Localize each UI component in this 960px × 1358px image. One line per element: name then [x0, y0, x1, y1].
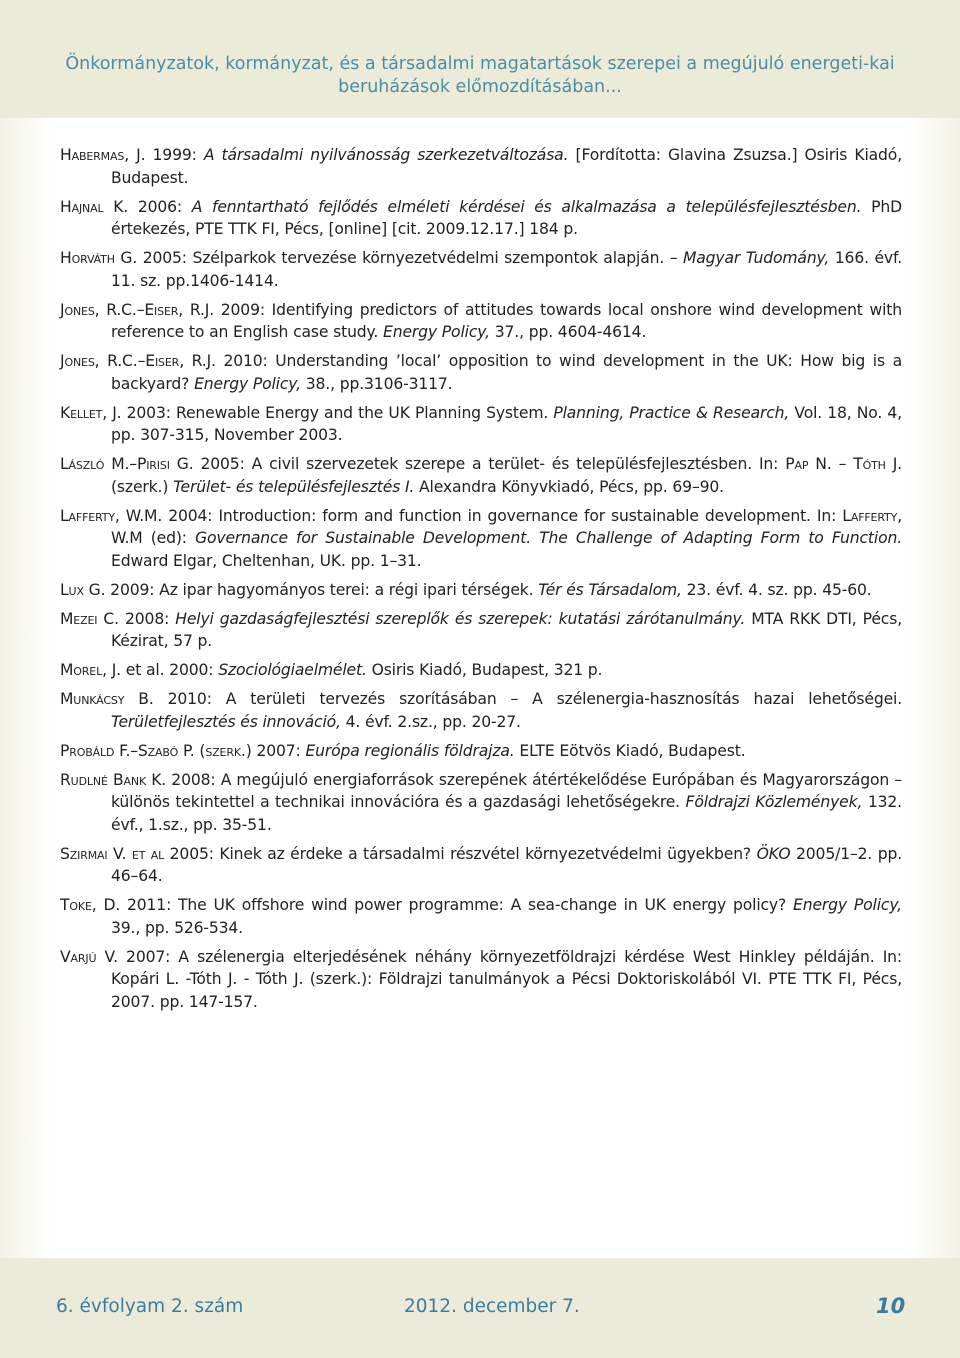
- right-margin-band: [908, 118, 960, 1258]
- reference-title: Európa regionális földrajza.: [305, 741, 515, 760]
- reference-text: V. 2007: A szélenergia elterjedésének néhány környezetföldrajzi kérdése West Hinkley példáján. In: Kopári L. -Tóth J. - Tóth J. (szerk.): Földrajzi tanulmányok a Pécsi Doktoriskolából VI. PTE TTK FI, Pécs, 2007. pp. 147-157.: [96, 947, 902, 1011]
- reference-title: Terület- és településfejlesztés I.: [173, 477, 415, 496]
- left-margin-band: [0, 118, 52, 1258]
- reference-entry: [60, 843, 902, 888]
- reference-text: K. 2008: A megújuló energiaforrások szerepének átértékelődése Európában és Magyarországon – különös tekintettel a technikai innovációra és a gazdasági lehetőségekre.: [111, 770, 902, 811]
- reference-text: 23. évf. 4. sz. pp. 45-60.: [681, 580, 872, 599]
- reference-title: Tér és Társadalom,: [538, 580, 682, 599]
- reference-text: B. 2010: A területi tervezés szorításában – A szélenergia-hasznosítás hazai lehetőségei.: [124, 690, 902, 708]
- reference-entry: [60, 402, 902, 447]
- reference-title: Földrajzi Közlemények,: [685, 793, 863, 811]
- reference-author: Tóth: [853, 455, 886, 473]
- reference-author: Pirisi: [136, 455, 170, 473]
- reference-text: , J. et al. 2000:: [102, 661, 219, 679]
- reference-author: Szirmai: [60, 844, 108, 863]
- reference-text: 39., pp. 526-534.: [111, 918, 243, 937]
- running-header-title: Önkormányzatok, kormányzat, és a társadalmi magatartások szerepei a megújuló energeti-kai beruházások előmozdításában...: [65, 54, 895, 97]
- reference-title: A társadalmi nyilvánosság szerkezetváltozása.: [203, 146, 569, 164]
- reference-author: Eiser: [144, 300, 179, 319]
- reference-author: Morel: [60, 661, 103, 679]
- footer-issue: 6. évfolyam 2. szám: [56, 1296, 244, 1317]
- reference-author: Hajnal: [60, 197, 104, 216]
- reference-text: 132. évf., 1.sz., pp. 35-51.: [111, 793, 902, 834]
- reference-text: G. 2009: Az ipar hagyományos terei: a régi ipari térségek.: [83, 580, 539, 599]
- reference-author: Rudlné Bank: [60, 770, 147, 789]
- reference-author: Lafferty: [60, 506, 115, 525]
- reference-text: , R.J. 2009: Identifying predictors of attitudes towards local onshore wind development with reference to an English case study.: [111, 300, 902, 341]
- reference-text: Alexandra Könyvkiadó, Pécs, pp. 69–90.: [414, 477, 724, 496]
- reference-text: Osiris Kiadó, Budapest, 321 p.: [366, 661, 603, 679]
- reference-text: [Fordította: Glavina Zsuzsa.] Osiris Kiadó, Budapest.: [111, 146, 902, 187]
- reference-author: Munkácsy: [60, 690, 125, 708]
- reference-title: Planning, Practice & Research,: [553, 403, 790, 422]
- reference-title: Energy Policy,: [194, 374, 301, 393]
- reference-entry: [60, 350, 902, 395]
- reference-entry: [60, 299, 902, 344]
- reference-text: 2005: Kinek az érdeke a társadalmi részvétel környezetvédelmi ügyekben?: [164, 844, 757, 863]
- reference-title: ÖKO: [756, 844, 791, 863]
- reference-text: MTA RKK DTI, Pécs, Kézirat, 57 p.: [111, 609, 903, 650]
- reference-entry: [60, 453, 902, 498]
- reference-author: et al: [131, 844, 165, 863]
- reference-text: C. 2008:: [97, 609, 176, 628]
- page-number: 10: [876, 1294, 906, 1318]
- reference-text: , J. 2003: Renewable Energy and the UK Planning System.: [102, 403, 554, 422]
- reference-text: K. 2006:: [103, 197, 192, 216]
- reference-author: Toke: [60, 896, 92, 914]
- reference-text: , R.C.–: [94, 352, 146, 370]
- reference-entry: [60, 740, 902, 763]
- reference-author: Pap: [785, 455, 809, 473]
- reference-text: J. (szerk.): [111, 455, 902, 496]
- reference-author: Mezei: [60, 609, 98, 628]
- reference-text: Edward Elgar, Cheltenhan, UK. pp. 1–31.: [111, 551, 422, 570]
- reference-text: , W.M (ed):: [111, 506, 902, 547]
- reference-text: , W.M. 2004: Introduction: form and function in governance for sustainable development. In:: [114, 506, 843, 525]
- reference-entry: [60, 579, 902, 602]
- reference-text: , R.J. 2010: Understanding ’local’ opposition to wind development in the UK: How big is a backyard?: [111, 352, 902, 393]
- reference-title: Helyi gazdaságfejlesztési szereplők és szerepek: kutatási zárótanulmány.: [175, 609, 746, 628]
- reference-title: Energy Policy,: [793, 896, 902, 914]
- reference-author: Varjú: [60, 947, 97, 966]
- reference-entry: [60, 505, 902, 573]
- reference-entry: [60, 659, 902, 682]
- reference-text: Vol. 18, No. 4, pp. 307-315, November 2003.: [111, 403, 902, 444]
- reference-text: , J. 1999:: [124, 146, 204, 164]
- footer-date: 2012. december 7.: [404, 1296, 580, 1317]
- reference-author: Lux: [60, 580, 84, 599]
- reference-text: ELTE Eötvös Kiadó, Budapest.: [514, 741, 746, 760]
- reference-entry: [60, 247, 902, 292]
- reference-text: ) 2007:: [245, 741, 306, 760]
- reference-text: F.–: [114, 741, 138, 760]
- reference-author: szerk.: [205, 741, 246, 760]
- reference-author: Probáld: [60, 741, 115, 760]
- reference-text: P. (: [178, 741, 206, 760]
- reference-entry: [60, 608, 902, 653]
- reference-author: Habermas: [60, 146, 125, 164]
- reference-author: László: [60, 455, 105, 473]
- reference-entry: [60, 144, 902, 189]
- reference-text: , D. 2011: The UK offshore wind power programme: A sea-change in UK energy policy?: [91, 896, 794, 914]
- reference-entry: [60, 946, 902, 1014]
- reference-entry: [60, 688, 902, 733]
- reference-text: N. –: [808, 455, 854, 473]
- reference-entry: [60, 894, 902, 939]
- reference-text: 38., pp.3106-3117.: [300, 374, 453, 393]
- reference-text: V.: [107, 844, 132, 863]
- reference-text: 2005/1–2. pp. 46–64.: [111, 844, 903, 885]
- reference-author: Jones: [60, 352, 95, 370]
- reference-author: Kellet: [60, 403, 103, 422]
- reference-author: Lafferty: [842, 506, 898, 525]
- reference-text: M.–: [104, 455, 137, 473]
- reference-title: Governance for Sustainable Development. The Challenge of Adapting Form to Function.: [195, 529, 902, 547]
- reference-title: Szociológiaelmélet.: [218, 661, 367, 679]
- reference-title: Területfejlesztés és innováció,: [111, 712, 341, 731]
- reference-author: Eiser: [145, 352, 180, 370]
- reference-title: Energy Policy,: [383, 323, 490, 341]
- reference-list: [60, 144, 902, 1020]
- reference-text: 4. évf. 2.sz., pp. 20-27.: [340, 712, 521, 731]
- reference-title: Magyar Tudomány,: [682, 249, 830, 267]
- reference-entry: [60, 196, 902, 241]
- reference-text: 37., pp. 4604-4614.: [489, 323, 647, 341]
- reference-text: 166. évf. 11. sz. pp.1406-1414.: [111, 249, 902, 290]
- reference-text: , R.C.–: [94, 300, 145, 319]
- reference-text: PhD értekezés, PTE TTK FI, Pécs, [online] [cit. 2009.12.17.] 184 p.: [111, 197, 902, 238]
- reference-entry: [60, 769, 902, 837]
- reference-author: Horváth: [60, 249, 115, 267]
- reference-title: A fenntartható fejlődés elméleti kérdései és alkalmazása a településfejlesztésben.: [191, 197, 862, 216]
- reference-text: G. 2005: Szélparkok tervezése környezetvédelmi szempontok alapján. –: [114, 249, 683, 267]
- reference-author: Szabó: [137, 741, 179, 760]
- reference-author: Jones: [60, 300, 95, 319]
- reference-text: G. 2005: A civil szervezetek szerepe a terület- és településfejlesztésben. In:: [169, 455, 786, 473]
